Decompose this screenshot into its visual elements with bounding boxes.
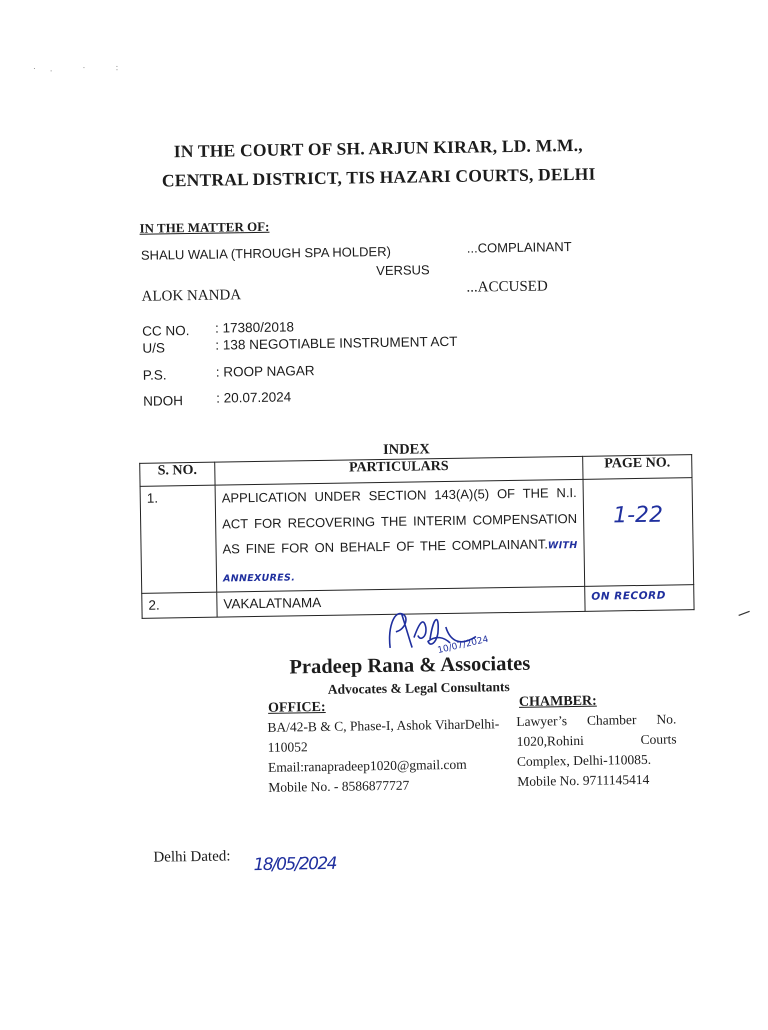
row1-handwritten-note: WITH ANNEXURES.	[222, 539, 578, 585]
scan-specks: ·. · :	[32, 61, 133, 74]
accused-name: ALOK NANDA	[141, 287, 242, 305]
row1-page-no: 1-22	[612, 502, 664, 529]
handwritten-date	[251, 841, 342, 882]
cc-no-label: CC NO.	[142, 323, 190, 339]
index-table	[139, 454, 694, 619]
court-title-line-1: IN THE COURT OF SH. ARJUN KIRAR, LD. M.M.,	[173, 134, 583, 162]
chamber-label: CHAMBER:	[518, 693, 597, 710]
versus-label: VERSUS	[376, 262, 430, 279]
cc-no-value: : 17380/2018	[214, 319, 295, 336]
row2-particulars: VAKALATNAMA	[217, 586, 585, 617]
office-email: Email:ranapradeep1020@gmail.com	[267, 756, 467, 775]
office-block	[267, 714, 500, 798]
firm-subtitle: Advocates & Legal Consultants	[327, 679, 510, 697]
header-particulars: PARTICULARS	[215, 456, 583, 485]
office-address: BA/42-B & C, Phase-I, Ashok ViharDelhi-110052	[267, 716, 500, 755]
court-title-line-2: CENTRAL DISTRICT, TIS HAZARI COURTS, DELHI	[161, 163, 596, 191]
row1-particulars	[215, 479, 585, 592]
row1-sno: 1.	[140, 485, 217, 593]
accused-role: ...ACCUSED	[466, 278, 548, 296]
firm-name: Pradeep Rana & Associates	[289, 652, 531, 679]
office-label: OFFICE:	[267, 699, 326, 716]
signature-date: 10/07/2024	[436, 634, 490, 657]
dated-label: Delhi Dated:	[153, 848, 231, 866]
complainant-role: ...COMPLAINANT	[466, 239, 572, 256]
row2-page-cell	[585, 585, 694, 612]
header-page-no: PAGE NO.	[583, 455, 692, 480]
ndoh-value: : 20.07.2024	[216, 389, 292, 406]
complainant-name: SHALU WALIA (THROUGH SPA HOLDER)	[140, 243, 391, 263]
ndoh-label: NDOH	[143, 393, 184, 409]
us-value: : 138 NEGOTIABLE INSTRUMENT ACT	[215, 333, 458, 353]
office-mobile: Mobile No. - 8586877727	[268, 777, 410, 795]
handwritten-date-text: 18/05/2024	[253, 853, 338, 876]
row1-page-cell	[583, 478, 694, 587]
ps-label: P.S.	[142, 367, 167, 383]
row2-page-no: ON RECORD	[591, 589, 667, 603]
handwritten-signature	[380, 606, 521, 658]
chamber-block	[516, 709, 677, 792]
us-label: U/S	[142, 340, 166, 356]
chamber-address: Lawyer’s Chamber No. 1020,Rohini Courts Complex, Delhi-110085.	[516, 711, 677, 769]
header-sno: S. NO.	[140, 462, 215, 486]
scan-mark	[738, 610, 752, 616]
row2-sno: 2.	[142, 592, 217, 618]
matter-heading: IN THE MATTER OF:	[139, 218, 270, 236]
index-title: INDEX	[382, 441, 430, 459]
row1-particulars-text: APPLICATION UNDER SECTION 143(A)(5) OF THE N.I. ACT FOR RECOVERING THE INTERIM COMPENSATION AS FINE FOR ON BEHALF OF THE COMPLAINANT.	[221, 484, 578, 557]
chamber-mobile: Mobile No. 9711145414	[517, 771, 650, 789]
table-row	[140, 478, 694, 594]
ps-value: : ROOP NAGAR	[215, 363, 315, 380]
